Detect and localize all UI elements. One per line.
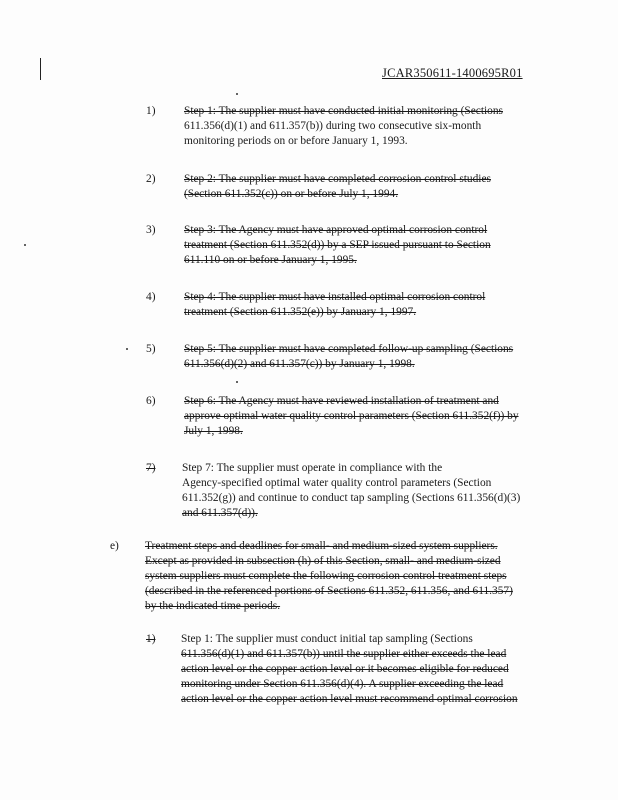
item-line: treatment (Section 611.352(d)) by a SEP issued pursuant to Section bbox=[184, 239, 491, 251]
item-number: e) bbox=[110, 540, 119, 552]
item-line: (Section 611.352(c)) on or before July 1, 1994. bbox=[184, 188, 399, 200]
item-line: Step 3: The Agency must have approved optimal corrosion control bbox=[184, 224, 488, 236]
item-number: 2) bbox=[146, 173, 156, 185]
item-line: 611.352(g)) and continue to conduct tap sampling (Sections 611.356(d)(3) bbox=[182, 492, 521, 504]
item-line: by the indicated time periods. bbox=[145, 600, 281, 612]
scan-speck bbox=[236, 93, 238, 95]
item-line: Step 1: The supplier must have conducted initial monitoring (Sections bbox=[184, 105, 503, 117]
item-line: Treatment steps and deadlines for small- and medium-sized system suppliers. bbox=[145, 540, 498, 552]
item-line: Step 4: The supplier must have installed optimal corrosion control bbox=[184, 291, 486, 303]
item-number: 4) bbox=[146, 291, 156, 303]
item-number: 1) bbox=[146, 105, 156, 117]
item-line: Agency-specified optimal water quality control parameters (Section bbox=[182, 477, 492, 489]
item-line: Step 7: The supplier must operate in compliance with the bbox=[182, 462, 443, 474]
item-line: Step 1: The supplier must conduct initial tap sampling (Sections bbox=[181, 633, 473, 645]
margin-mark bbox=[40, 58, 41, 80]
scan-speck bbox=[126, 348, 128, 350]
item-line: and 611.357(d)). bbox=[182, 507, 258, 519]
item-line: 611.356(d)(1) and 611.357(b)) until the supplier either exceeds the lead bbox=[181, 648, 507, 660]
item-line: July 1, 1998. bbox=[184, 425, 243, 437]
item-line: 611.356(d)(1) and 611.357(b)) during two consecutive six-month bbox=[184, 120, 482, 132]
item-number: 1) bbox=[146, 633, 156, 645]
item-number: 7) bbox=[146, 462, 156, 474]
item-number: 3) bbox=[146, 224, 156, 236]
item-line: action level or the copper action level or it becomes eligible for reduced bbox=[181, 663, 509, 675]
item-line: treatment (Section 611.352(e)) by January 1, 1997. bbox=[184, 306, 417, 318]
item-line: monitoring under Section 611.356(d)(4). A supplier exceeding the lead bbox=[181, 678, 504, 690]
item-line: 611.356(d)(2) and 611.357(c)) by January 1, 1998. bbox=[184, 358, 415, 370]
item-line: monitoring periods on or before January 1, 1993. bbox=[184, 135, 408, 147]
item-line: Except as provided in subsection (h) of this Section, small- and medium-sized bbox=[145, 555, 501, 567]
item-line: (described in the referenced portions of Sections 611.352, 611.356, and 611.357) bbox=[145, 585, 513, 597]
item-line: system suppliers must complete the following corrosion control treatment steps bbox=[145, 570, 507, 582]
scan-speck bbox=[24, 244, 26, 246]
item-line: approve optimal water quality control parameters (Section 611.352(f)) by bbox=[184, 410, 519, 422]
item-line: 611.110 on or before January 1, 1995. bbox=[184, 254, 357, 266]
item-number: 5) bbox=[146, 343, 156, 355]
item-line: Step 6: The Agency must have reviewed installation of treatment and bbox=[184, 395, 499, 407]
item-number: 6) bbox=[146, 395, 156, 407]
document-code: JCAR350611-1400695R01 bbox=[382, 66, 523, 80]
item-line: Step 5: The supplier must have completed follow-up sampling (Sections bbox=[184, 343, 514, 355]
scan-speck bbox=[236, 381, 238, 383]
item-line: action level or the copper action level must recommend optimal corrosion bbox=[181, 693, 518, 705]
item-line: Step 2: The supplier must have completed corrosion control studies bbox=[184, 173, 491, 185]
